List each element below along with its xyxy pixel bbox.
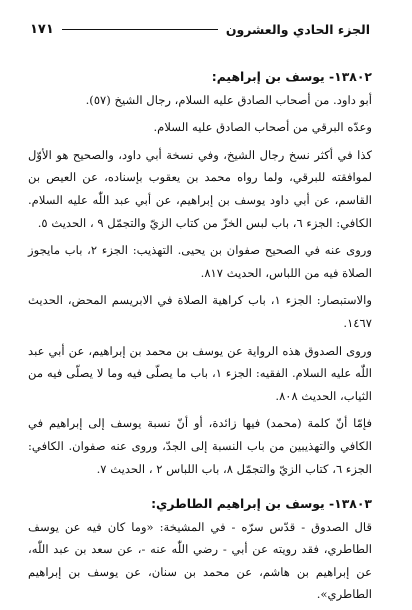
header-rule	[62, 29, 218, 30]
page-number: ١٧١	[30, 21, 54, 37]
entry-paragraph: كذا في أكثر نسخ رجال الشيخ، وفي نسخة أبي داود، والصحيح هو الأوّل لموافقته للبرقي، ولما رواه محمد بن يعقوب بإسناده، عن العيص بن القاسم، عن أبي داود يوسف بن إبراهيم، عن أبي عبد اللّٰه عليه السلام. الكافي: الجزء ٦، باب لبس الخزّ من كتاب الزيّ والتجمّل ٩ ، الحديث ٥.	[28, 147, 372, 230]
entry-paragraph: أبو داود. من أصحاب الصادق عليه السلام، رجال الشيخ (٥٧).	[85, 92, 372, 107]
page-body	[28, 66, 372, 606]
entry-paragraph: والاستبصار: الجزء ١، باب كراهية الصلاة في الابريسم المحض، الحديث ١٤٦٧.	[28, 293, 372, 330]
entry-paragraph: فإمّا أنّ كلمة (محمد) فيها زائدة، أو أنّ نسبة يوسف إلى إبراهيم في الكافي والتهذيبين من باب النسبة إلى الجدّ، وروى عنه صفوان. الكافي: الجزء ٦، كتاب الزيّ والتجمّل ٨، باب اللباس ٢ ، الحديث ٧.	[28, 416, 372, 476]
running-title: الجزء الحادي والعشرون	[225, 21, 370, 37]
running-header	[30, 18, 370, 40]
entry-heading: ١٣٨٠٣- يوسف بن إبراهيم الطاطري:	[151, 496, 372, 512]
entry-paragraph: وعدّه البرقي من أصحاب الصادق عليه السلام.	[153, 120, 372, 135]
entry-paragraph: وروى عنه في الصحيح صفوان بن يحيى. التهذيب: الجزء ٢، باب مايجوز الصلاة فيه من اللباس، الحديث ٨١٧.	[28, 243, 373, 280]
entry-paragraph: قال الصدوق - قدّس سرّه - في المشيخة: «وما كان فيه عن يوسف الطاطري، فقد رويته عن أبي - رضي اللّٰه عنه -، عن سعد بن عبد اللّٰه، عن إبراهيم بن هاشم، عن محمد بن سنان، عن يوسف بن إبراهيم الطاطري».	[28, 519, 372, 602]
entry-paragraph: وروى الصدوق هذه الرواية عن يوسف بن محمد بن إبراهيم، عن أبي عبد اللّٰه عليه السلام. الفقيه: الجزء ١، باب ما يصلّى فيه وما لا يصلّى فيه من الثياب، الحديث ٨٠٨.	[28, 343, 372, 403]
entry-heading: ١٣٨٠٢- يوسف بن إبراهيم:	[211, 69, 372, 84]
